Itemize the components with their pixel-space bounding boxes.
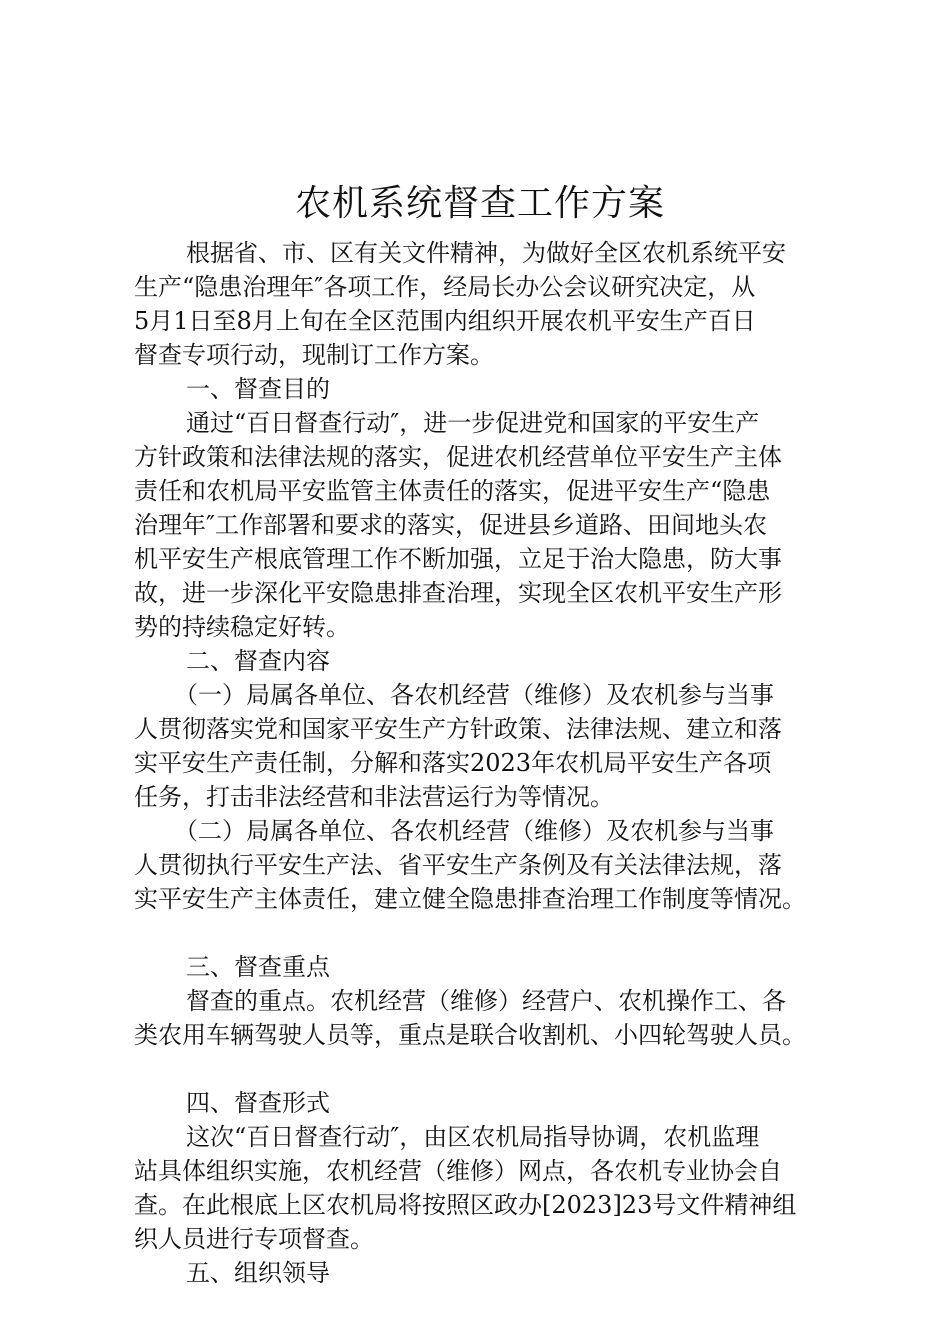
paragraph-line: 势的持续稳定好转。 [134,613,350,641]
paragraph-line: 任务，打击非法经营和非法营运行为等情况。 [134,783,614,811]
paragraph-line: 这次“百日督查行动″，由区农机局指导协调，农机监理 [186,1123,760,1151]
paragraph-line: 治理年″工作部署和要求的落实，促进县乡道路、田间地头农 [134,511,767,539]
section-heading: 一、督查目的 [186,375,330,403]
paragraph-line: 方针政策和法律法规的落实，促进农机经营单位平安生产主体 [134,443,782,471]
section-heading: 五、组织领导 [186,1259,330,1287]
paragraph-line: 实平安生产责任制，分解和落实2023年农机局平安生产各项 [134,749,772,777]
paragraph-line: 织人员进行专项督查。 [134,1225,374,1253]
document-title: 农机系统督查工作方案 [294,183,665,224]
paragraph-line: 根据省、市、区有关文件精神，为做好全区农机系统平安 [186,239,786,267]
paragraph-line: 类农用车辆驾驶人员等，重点是联合收割机、小四轮驾驶人员。 [134,1021,806,1049]
section-heading: 二、督查内容 [186,647,330,675]
paragraph-line: 督查的重点。农机经营（维修）经营户、农机操作工、各 [186,987,786,1015]
section-heading: 三、督查重点 [186,953,330,981]
paragraph-line: 人贯彻落实党和国家平安生产方针政策、法律法规、建立和落 [134,715,782,743]
paragraph-line: 生产“隐患治理年″各项工作，经局长办公会议研究决定，从 [134,273,756,301]
paragraph-line: 实平安生产主体责任，建立健全隐患排查治理工作制度等情况。 [134,885,806,913]
paragraph-line: 故，进一步深化平安隐患排查治理，实现全区农机平安生产形 [134,579,782,607]
blank-line [134,1052,834,1086]
paragraph-line: （二）局属各单位、各农机经营（维修）及农机参与当事 [174,817,774,845]
section-heading: 四、督查形式 [186,1089,330,1117]
paragraph-line: 责任和农机局平安监管主体责任的落实，促进平安生产“隐患 [134,477,771,505]
paragraph-line: 督查专项行动，现制订工作方案。 [134,341,494,369]
paragraph-line: 查。在此根底上区农机局将按照区政办[2023]23号文件精神组 [134,1191,797,1219]
paragraph-line: 站具体组织实施，农机经营（维修）网点，各农机专业协会自 [134,1157,782,1185]
paragraph-line: （一）局属各单位、各农机经营（维修）及农机参与当事 [174,681,774,709]
paragraph-line: 通过“百日督查行动″，进一步促进党和国家的平安生产 [186,409,760,437]
document-body [134,236,834,1290]
paragraph-line: 机平安生产根底管理工作不断加强，立足于治大隐患，防大事 [134,545,782,573]
paragraph-line: 人贯彻执行平安生产法、省平安生产条例及有关法律法规，落 [134,851,782,879]
blank-line [134,916,834,950]
paragraph-line: 5月1日至8月上旬在全区范围内组织开展农机平安生产百日 [134,307,756,335]
